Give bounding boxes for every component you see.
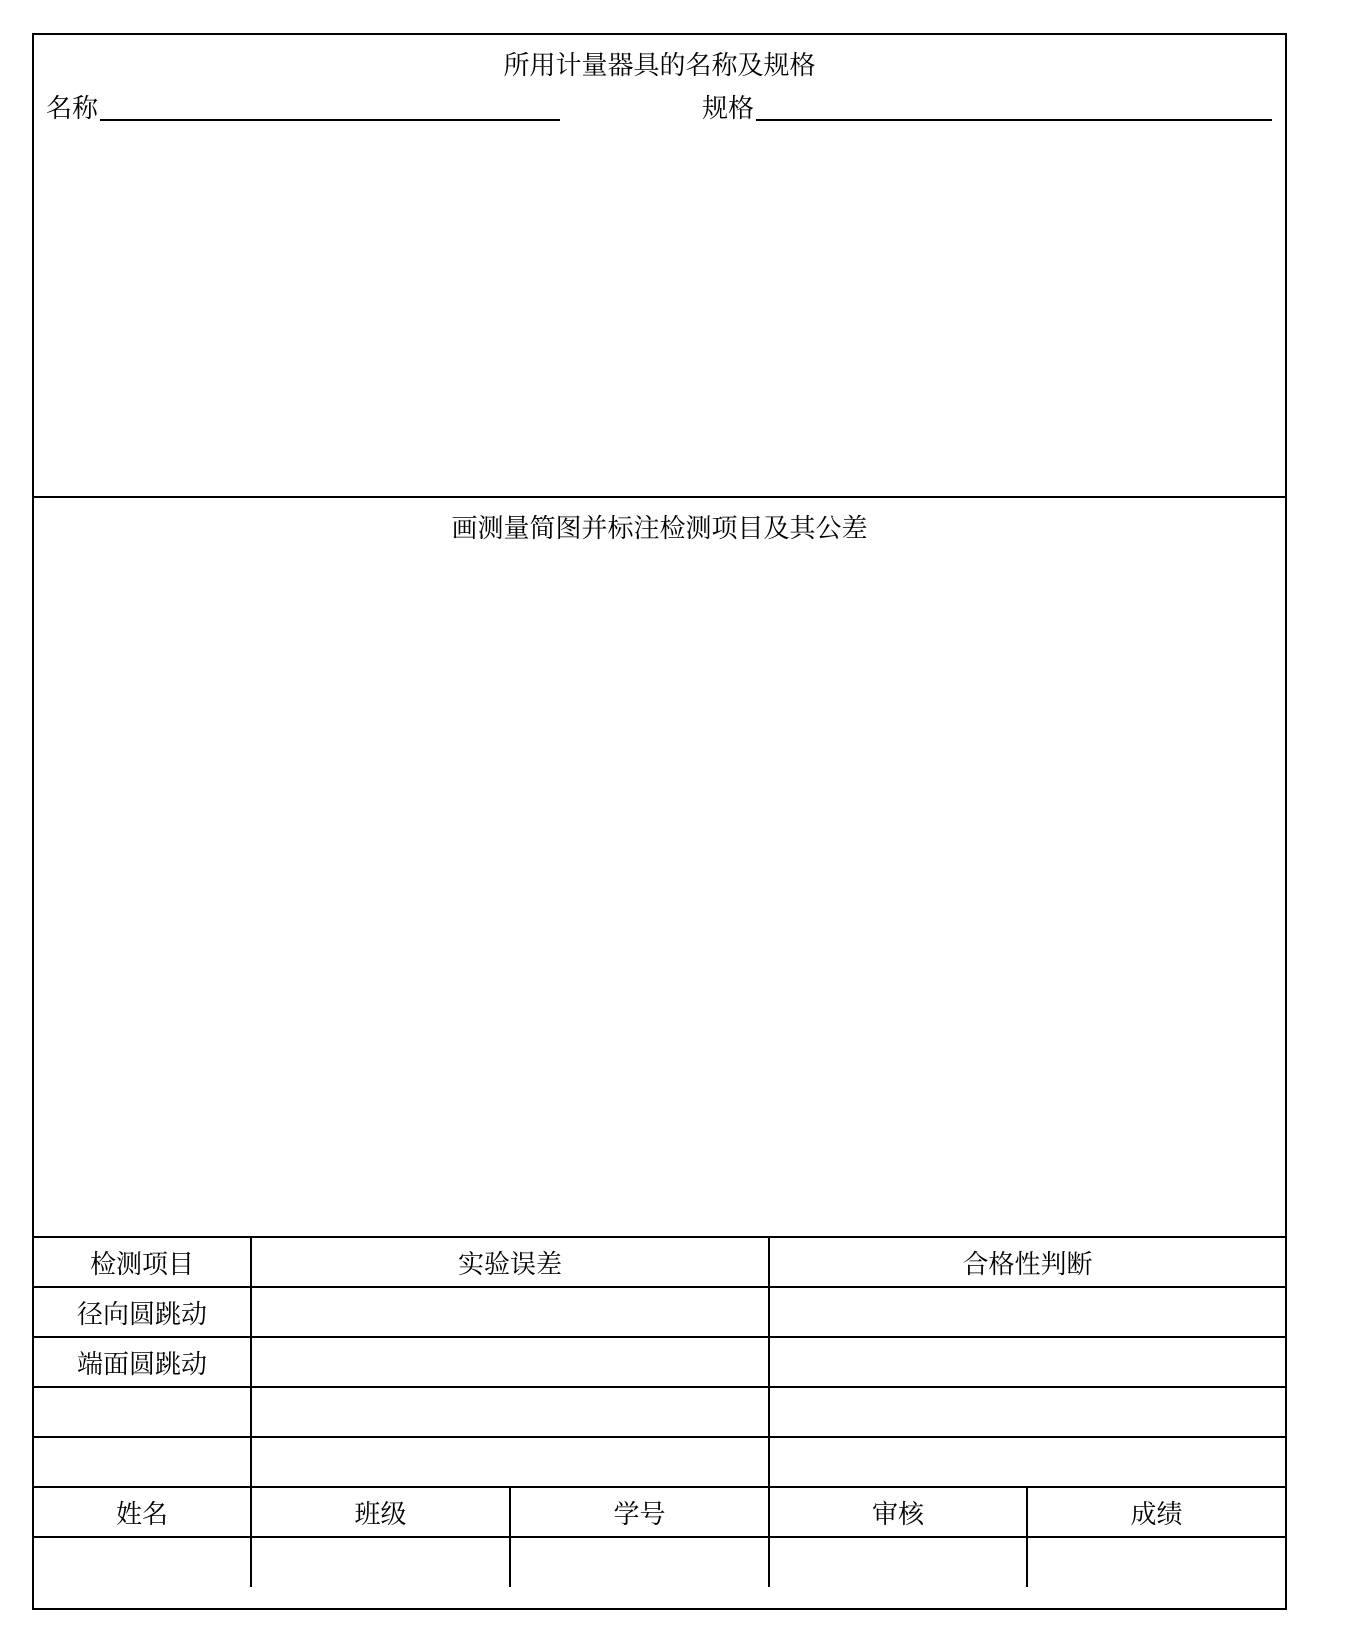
- item-cell[interactable]: [34, 1387, 251, 1437]
- header-error: 实验误差: [251, 1237, 769, 1287]
- spec-input-line[interactable]: [756, 119, 1272, 121]
- instrument-section: [34, 35, 1285, 498]
- inspection-table: [34, 1236, 1285, 1587]
- student-id-label: 学号: [510, 1487, 769, 1537]
- review-label: 审核: [769, 1487, 1027, 1537]
- sketch-section-title: 画测量简图并标注检测项目及其公差: [451, 514, 868, 544]
- judgement-cell[interactable]: [769, 1337, 1285, 1387]
- student-name-field[interactable]: [34, 1537, 251, 1587]
- error-cell[interactable]: [251, 1287, 769, 1337]
- item-cell: 径向圆跳动: [34, 1287, 251, 1337]
- spec-label: 规格: [702, 94, 755, 124]
- class-label: 班级: [251, 1487, 510, 1537]
- error-cell[interactable]: [251, 1387, 769, 1437]
- judgement-cell[interactable]: [769, 1437, 1285, 1487]
- judgement-cell[interactable]: [769, 1287, 1285, 1337]
- table-row: [34, 1287, 1285, 1337]
- sketch-area[interactable]: [34, 548, 1285, 1236]
- inspection-header-row: [34, 1237, 1285, 1287]
- error-cell[interactable]: [251, 1437, 769, 1487]
- table-row: [34, 1437, 1285, 1487]
- sketch-section: [34, 498, 1285, 1236]
- footer-header-row: [34, 1487, 1285, 1537]
- student-name-label: 姓名: [34, 1487, 251, 1537]
- student-id-field[interactable]: [510, 1537, 769, 1587]
- class-field[interactable]: [251, 1537, 510, 1587]
- table-row: [34, 1387, 1285, 1437]
- footer-value-row: [34, 1537, 1285, 1587]
- header-judgement: 合格性判断: [769, 1237, 1285, 1287]
- instrument-section-title: 所用计量器具的名称及规格: [503, 51, 816, 81]
- error-cell[interactable]: [251, 1337, 769, 1387]
- item-cell[interactable]: [34, 1437, 251, 1487]
- grade-label: 成绩: [1027, 1487, 1285, 1537]
- judgement-cell[interactable]: [769, 1387, 1285, 1437]
- header-item: 检测项目: [34, 1237, 251, 1287]
- name-input-line[interactable]: [100, 119, 560, 121]
- item-cell: 端面圆跳动: [34, 1337, 251, 1387]
- table-row: [34, 1337, 1285, 1387]
- grade-field[interactable]: [1027, 1537, 1285, 1587]
- review-field[interactable]: [769, 1537, 1027, 1587]
- form-frame: [32, 33, 1287, 1610]
- name-label: 名称: [46, 94, 99, 124]
